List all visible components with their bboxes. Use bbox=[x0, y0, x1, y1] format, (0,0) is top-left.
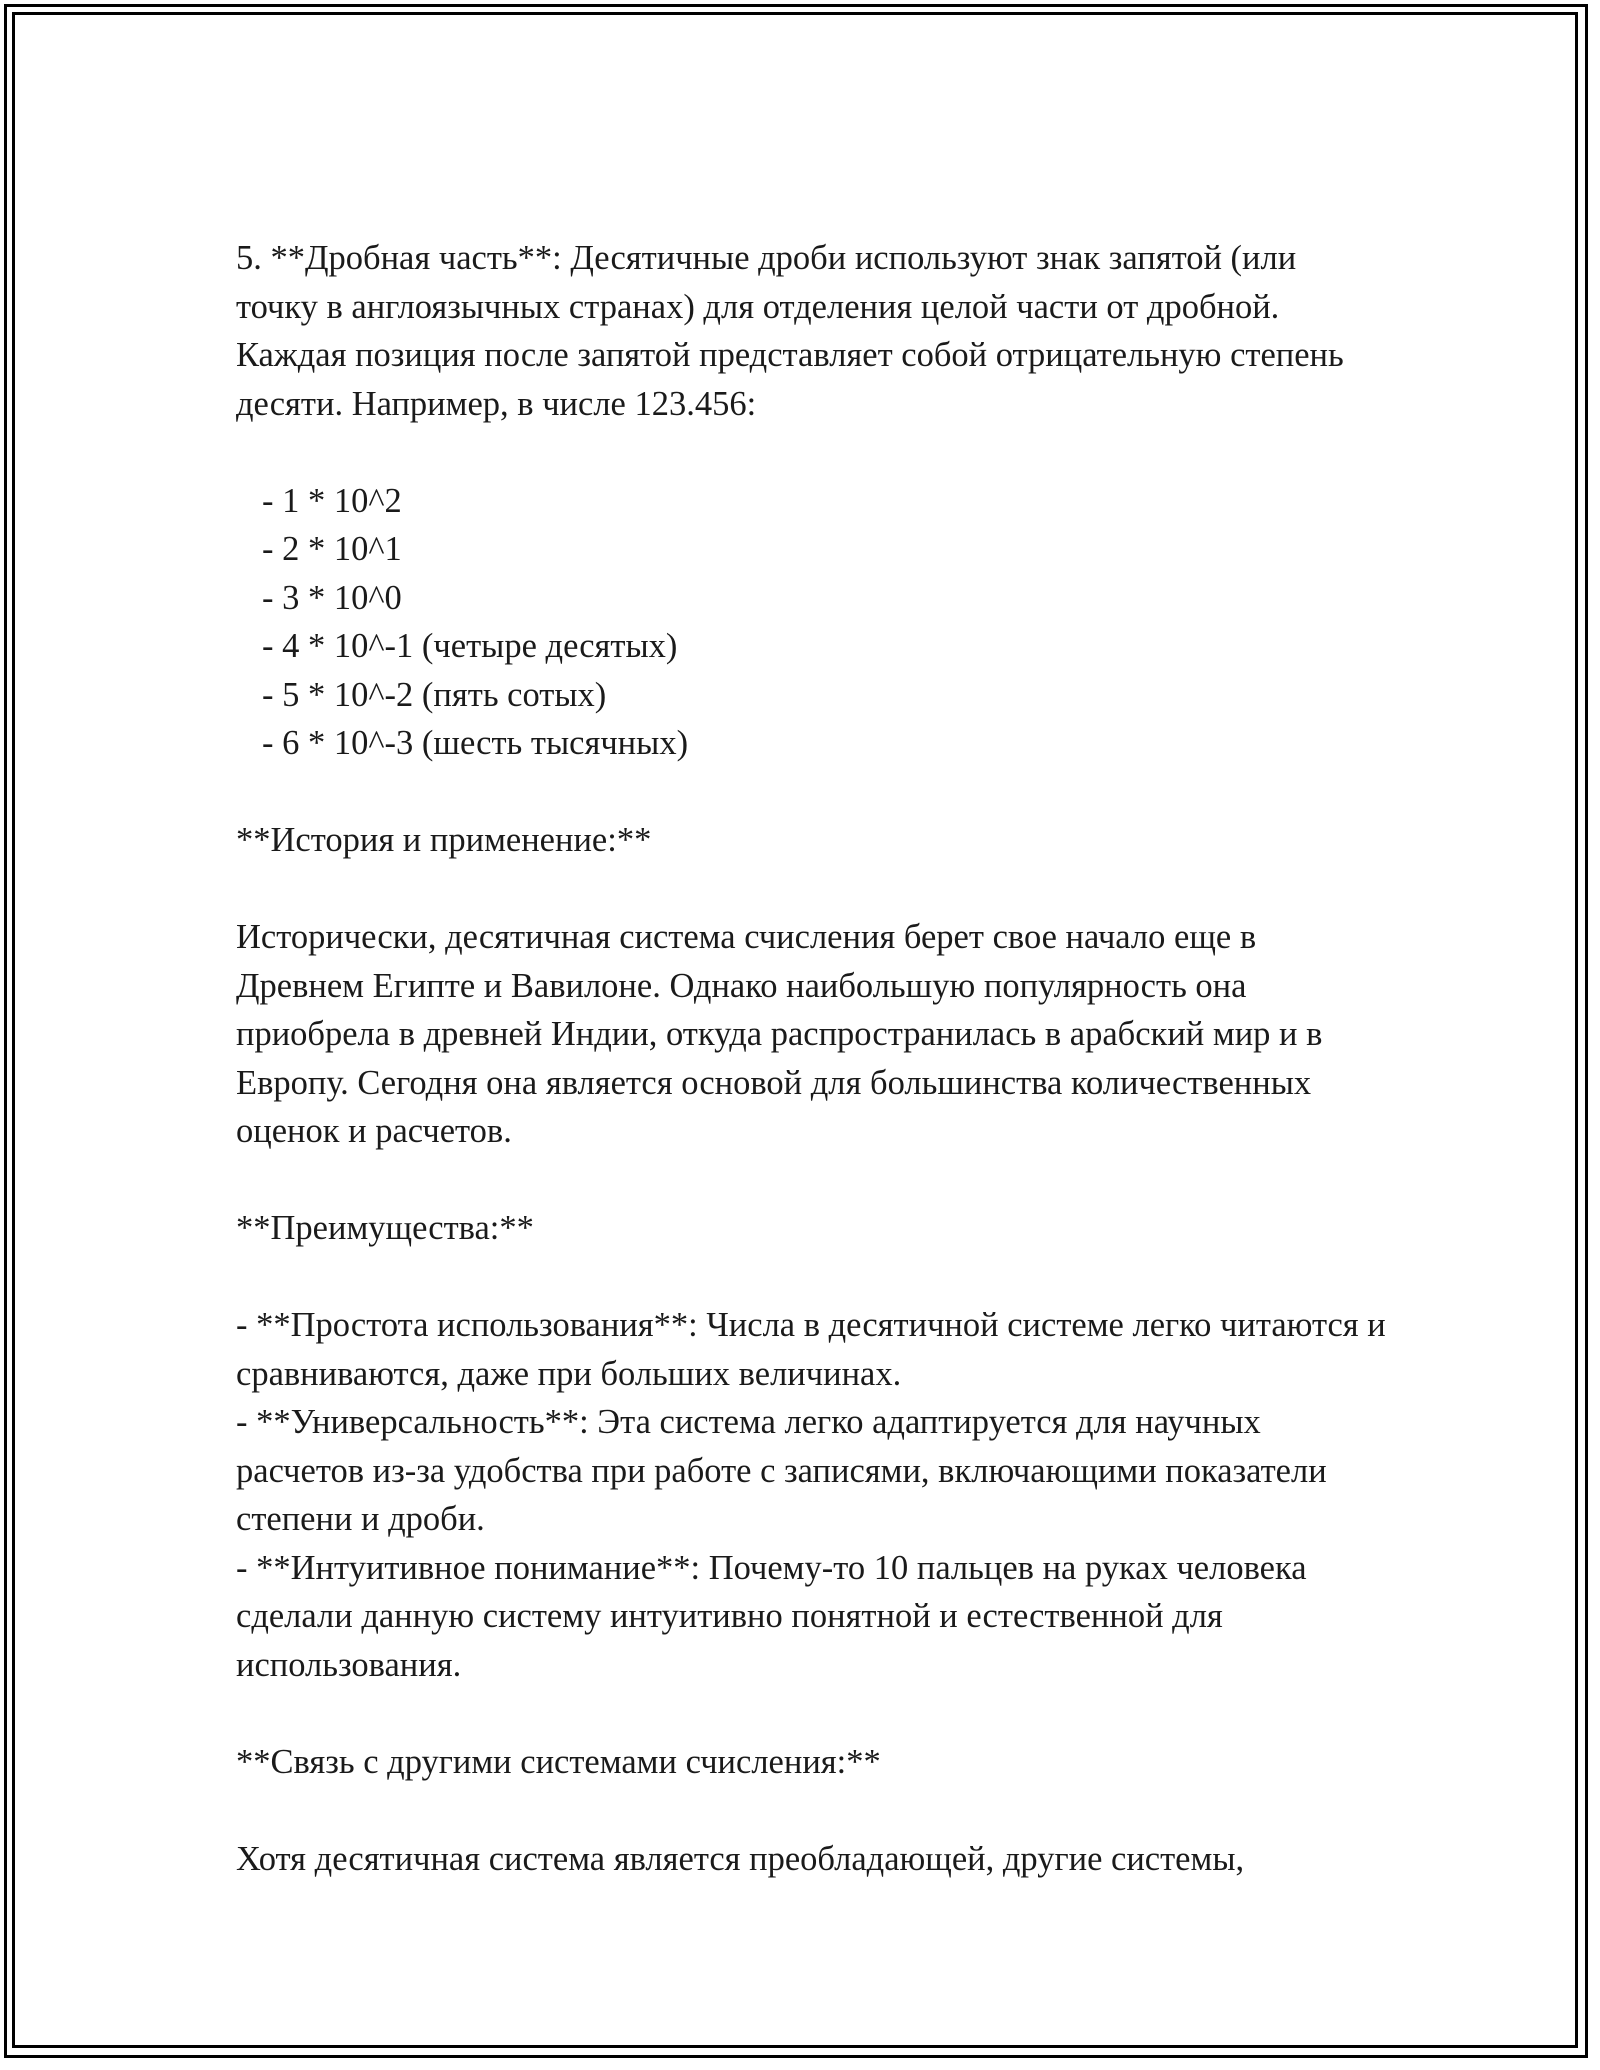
spacer bbox=[236, 768, 1386, 817]
document-body bbox=[236, 234, 1395, 1883]
relation-paragraph: Хотя десятичная система является преобладающей, другие системы, bbox=[236, 1839, 1245, 1878]
list-item: - 2 * 10^1 bbox=[262, 530, 402, 568]
advantage-item: - **Простота использования**: Числа в десятичной системе легко читаются и сравниваются, даже при больших величинах. bbox=[236, 1306, 1395, 1393]
history-heading: **История и применение:** bbox=[236, 821, 652, 859]
advantage-item: - **Универсальность**: Эта система легко адаптируется для научных расчетов из-за удобства при работе с записями, включающими показатели степени и дроби. bbox=[236, 1403, 1336, 1538]
list-item: - 4 * 10^-1 (четыре десятых) bbox=[262, 627, 678, 665]
list-item: - 5 * 10^-2 (пять сотых) bbox=[262, 675, 607, 714]
spacer bbox=[236, 1156, 1386, 1205]
fraction-intro-paragraph: 5. **Дробная часть**: Десятичные дроби используют знак запятой (или точку в англоязычных странах) для отделения целой части от дробной. Каждая позиция после запятой представляет собой отрицательную степень десяти. Например, в числе 123.456: bbox=[236, 239, 1353, 423]
spacer bbox=[236, 865, 1386, 914]
spacer bbox=[236, 1253, 1386, 1302]
list-item: - 3 * 10^0 bbox=[262, 578, 402, 617]
advantage-item: - **Интуитивное понимание**: Почему-то 10 пальцев на руках человека сделали данную систему интуитивно понятной и естественной для использования. bbox=[236, 1548, 1316, 1684]
list-item: - 1 * 10^2 bbox=[262, 481, 402, 520]
spacer bbox=[236, 428, 1386, 477]
history-paragraph: Исторически, десятичная система счисления берет свое начало еще в Древнем Египте и Вавилоне. Однако наибольшую популярность она приобрела в древней Индии, откуда распространилась в арабский мир и в Европу. Сегодня она является основой для большинства количественных оценок и расчетов. bbox=[236, 918, 1332, 1150]
list-item: - 6 * 10^-3 (шесть тысячных) bbox=[262, 724, 689, 762]
relation-heading: **Связь с другими системами счисления:** bbox=[236, 1742, 881, 1781]
advantages-heading: **Преимущества:** bbox=[236, 1209, 534, 1247]
spacer bbox=[236, 1689, 1386, 1738]
spacer bbox=[236, 1786, 1386, 1835]
